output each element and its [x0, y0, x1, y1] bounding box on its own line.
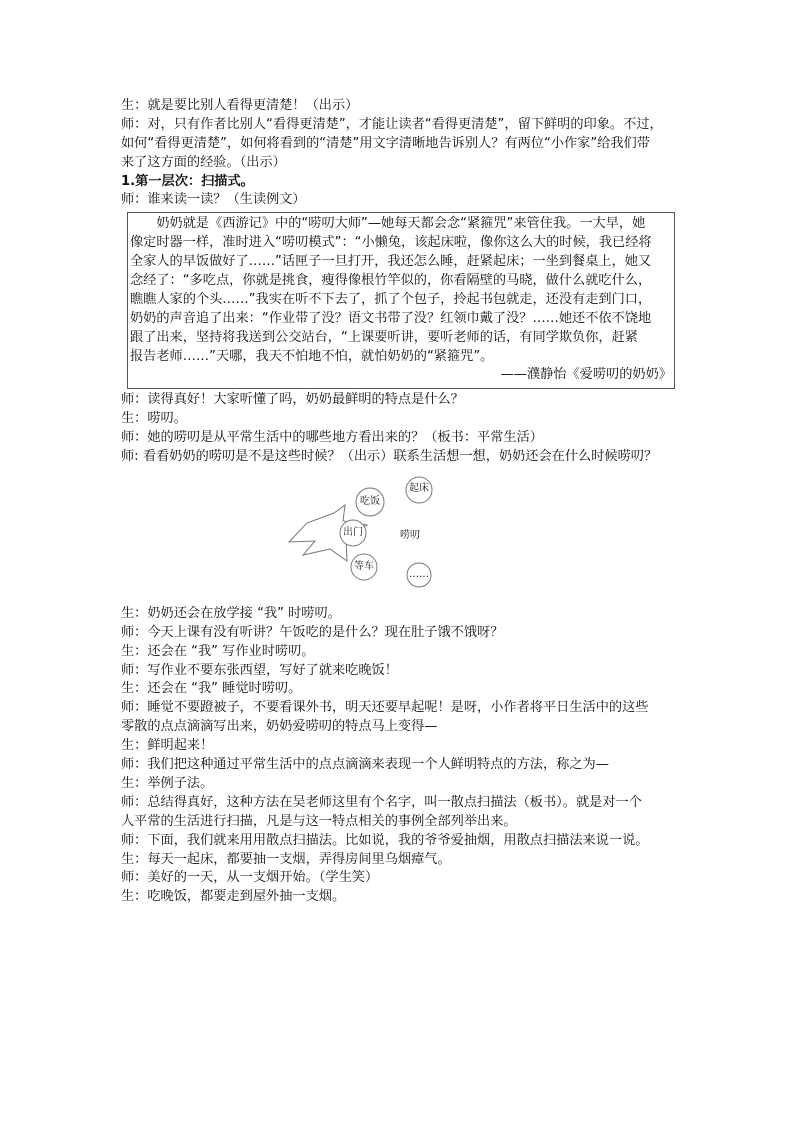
example-essay-line: 奶奶的声音追了出来：“作业带了没？语文书带了没？红领巾戴了没？……她还不依不饶地	[130, 310, 652, 326]
dialogue-line: 人平常的生活进行扫描，凡是与这一特点相关的事例全部列举出来。	[121, 813, 517, 829]
example-essay-line: 瞧瞧人家的个头……”我实在听不下去了，抓了个包子，拎起书包就走，还没有走到门口，	[130, 291, 652, 307]
dialogue-line: 师：睡觉不要蹬被子，不要看课外书，明天还要早起呢！是呀，小作者将平日生活中的这些	[121, 700, 649, 716]
dialogue-line: 师: 看看奶奶的唠叨是不是这些时候？（出示）联系生活想一想，奶奶还会在什么时候唠叨？	[121, 449, 658, 465]
dialogue-line: 生：奶奶还会在放学接 “我” 时唠叨。	[121, 605, 341, 621]
dialogue-line: 生：每天一起床，都要抽一支烟，弄得房间里乌烟瘴气。	[121, 851, 451, 867]
dialogue-line: 师：我们把这种通过平常生活中的点点滴滴来表现一个人鲜明特点的方法，称之为—	[121, 757, 609, 773]
dialogue-line: 师：谁来读一读？（生读例文）	[121, 192, 306, 208]
diagram-center-label: 唠叨	[400, 529, 420, 541]
dialogue-line: 生：就是要比别人看得更清楚！（出示）	[121, 98, 359, 113]
dialogue-line: 师：下面，我们就来用用散点扫描法。比如说，我的爷爷爱抽烟，用散点扫描法来说一说。	[121, 832, 649, 848]
diagram-node-label-1: 起床	[409, 482, 429, 494]
dialogue-line: 师：她的唠叨是从平常生活中的哪些地方看出来的？（板书：平常生活）	[121, 430, 543, 446]
example-essay-line: 像定时器一样，准时进入“唠叨模式”：“小懒兔，该起床啦，像你这么大的时候，我已经将	[130, 235, 652, 251]
dialogue-bottom	[121, 605, 679, 907]
dialogue-line: 生：举例子法。	[121, 775, 214, 791]
dialogue-line: 生：吃晚饭，都要走到屋外抽一支烟。	[121, 889, 346, 905]
dialogue-line: 生：鲜明起来！	[121, 738, 214, 754]
diagram-node-label-4: 等车	[354, 560, 374, 572]
example-essay-line: 报告老师……”天哪，我天不怕地不怕，就怕奶奶的“紧箍咒”。	[130, 348, 494, 364]
document-body	[121, 97, 679, 907]
dialogue-top	[121, 97, 679, 210]
dialogue-middle	[121, 391, 679, 467]
nagging-diagram	[121, 475, 679, 599]
dialogue-line: 师：对，只有作者比别人“看得更清楚”，才能让读者“看得更清楚”，留下鲜明的印象。不过，	[121, 116, 663, 132]
example-essay-line: 全家人的早饭做好了……”话匣子一旦打开，我还怎么睡，赶紧起床；一坐到餐桌上，她又	[130, 254, 652, 270]
dialogue-line: 生：唠叨。	[121, 411, 187, 427]
diagram-node-label-2: 吃饭	[360, 495, 380, 507]
dialogue-line: 生：还会在 “我” 睡觉时唠叨。	[121, 681, 302, 697]
dialogue-line: 师：读得真好！大家听懂了吗，奶奶最鲜明的特点是什么？	[121, 392, 464, 408]
dialogue-line: 如何“看得更清楚”，如何将看到的“清楚”用文字清晰地告诉别人？有两位“小作家”给我们带	[121, 135, 650, 151]
example-essay-line: 跟了出来，坚持将我送到公交站台，“上课要听讲，要听老师的话，有同学欺负你，赶紧	[130, 329, 638, 345]
diagram-node-label-5: ……	[409, 568, 429, 580]
dialogue-line: 生：还会在 “我” 写作业时唠叨。	[121, 643, 315, 659]
example-essay-line: 奶奶就是《西游记》中的“唠叨大师”—她每天都会念“紧箍咒”来管住我。一大早，她	[130, 216, 646, 232]
dialogue-line: 1.第一层次：扫描式。	[121, 173, 254, 189]
diagram-node-label-3: 出门	[343, 526, 363, 538]
example-essay-box	[127, 212, 675, 389]
dialogue-line: 零散的点点滴滴写出来，奶奶爱唠叨的特点马上变得—	[121, 719, 438, 735]
example-essay-source: ——濮静怡《爱唠叨的奶奶》	[500, 367, 672, 383]
example-essay-line: 念经了：“多吃点，你就是挑食，瘦得像根竹竿似的，你看隔壁的马晓，做什么就吃什么，	[130, 273, 652, 289]
dialogue-line: 来了这方面的经验。（出示）	[121, 154, 286, 170]
dialogue-line: 师：美好的一天，从一支烟开始。（学生笑）	[121, 870, 379, 886]
example-essay-text	[130, 215, 672, 366]
dialogue-line: 师：写作业不要东张西望，写好了就来吃晚饭！	[121, 662, 398, 678]
dialogue-line: 师：总结得真好，这种方法在吴老师这里有个名字，叫一散点扫描法（板书）。就是对一个	[121, 794, 642, 810]
dialogue-line: 师：今天上课有没有听讲？午饭吃的是什么？现在肚子饿不饿呀？	[121, 624, 504, 640]
